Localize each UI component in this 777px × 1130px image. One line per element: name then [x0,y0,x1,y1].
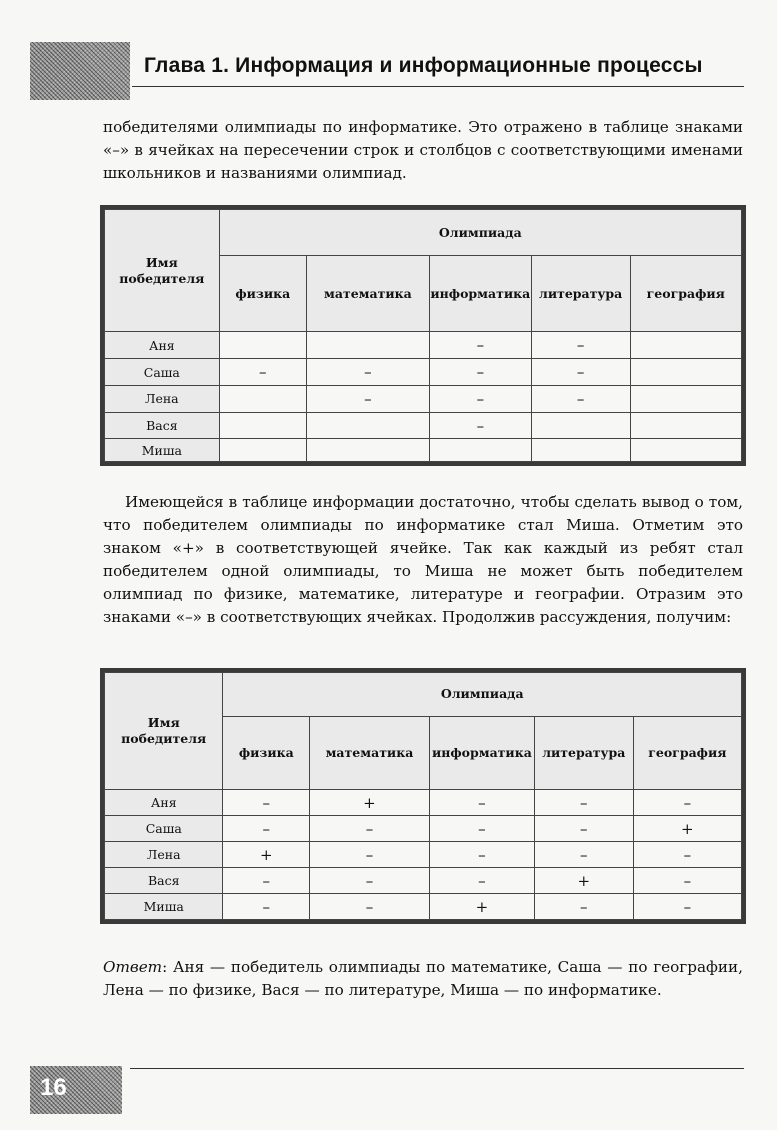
winner-name: Аня [105,332,220,359]
winners-table-final [100,668,746,924]
answer-text: : Аня — победитель олимпиады по математике, Саша — по географии, Лена — по физике, Вася — по литературе, Миша — по информатике. [103,958,743,999]
result-cell: + [429,894,534,920]
subject-header: информатика [429,256,531,332]
result-cell [306,332,429,359]
chapter-title: Глава 1. Информация и информационные процессы [144,54,703,77]
result-cell [531,412,630,439]
result-cell [429,439,531,462]
table-row [105,359,742,386]
paragraph-intro-text: победителями олимпиады по информатике. Это отражено в таблице знаками «–» в ячейках на пересечении строк и столбцов с соответствующими именами школьников и названиями олимпиад. [103,118,743,182]
result-cell [630,359,742,386]
paragraph-reasoning-text: Имеющейся в таблице информации достаточно, чтобы сделать вывод о том, что победителем олимпиады по информатике стал Миша. Отметим это знаком «+» в соответствующей ячейке. Так как каждый из ребят стал победителем одной олимпиады, то Миша не может быть победителем олимпиад по физике, математике, литературе и географии. Отразим это знаками «–» в соответствующих ячейках. Продолжив рассуждения, получим: [103,493,743,626]
result-cell [630,385,742,412]
subject-header: физика [223,716,310,790]
header-decoration [30,42,130,100]
table-row [105,332,742,359]
result-cell [219,439,306,462]
paragraph-answer [103,956,743,1002]
answer-label: Ответ [103,958,163,976]
result-cell: – [223,868,310,894]
result-cell: – [531,332,630,359]
result-cell [219,385,306,412]
header-rule [132,86,744,87]
result-cell: – [534,790,633,816]
result-cell: – [310,842,430,868]
page-number: 16 [40,1074,67,1101]
result-cell: – [633,894,741,920]
paragraph-reasoning [103,491,743,629]
result-cell: – [534,816,633,842]
result-cell: – [531,385,630,412]
result-cell: – [429,359,531,386]
subject-header: математика [310,716,430,790]
winner-name: Вася [105,412,220,439]
winner-name: Лена [105,842,223,868]
result-cell: – [223,894,310,920]
result-cell: – [223,790,310,816]
subject-header: география [630,256,742,332]
winner-name: Аня [105,790,223,816]
result-cell: – [310,894,430,920]
result-cell [630,332,742,359]
subject-header: география [633,716,741,790]
result-cell: – [219,359,306,386]
table-row [105,842,742,868]
footer-rule [130,1068,744,1069]
result-cell: – [429,332,531,359]
result-cell [630,439,742,462]
table-row [105,790,742,816]
table-row [105,439,742,462]
winner-name: Вася [105,868,223,894]
name-column-header: Имя победителя [105,210,220,332]
result-cell: – [429,790,534,816]
result-cell [630,412,742,439]
subject-header: математика [306,256,429,332]
result-cell: – [633,790,741,816]
result-cell: – [306,385,429,412]
name-column-header: Имя победителя [105,673,223,790]
result-cell: + [310,790,430,816]
winner-name: Лена [105,385,220,412]
paragraph-intro [103,116,743,185]
result-cell: – [531,359,630,386]
result-cell: + [633,816,741,842]
subject-header: литература [531,256,630,332]
subject-header: информатика [429,716,534,790]
table-row [105,385,742,412]
table-row [105,816,742,842]
result-cell: – [310,868,430,894]
winners-table-initial [100,205,746,466]
result-cell [531,439,630,462]
result-cell: – [633,868,741,894]
subject-header: литература [534,716,633,790]
result-cell: – [429,385,531,412]
result-cell: + [223,842,310,868]
olympiad-group-header: Олимпиада [223,673,742,717]
winner-name: Миша [105,894,223,920]
result-cell: – [429,412,531,439]
winner-name: Саша [105,816,223,842]
result-cell: – [429,842,534,868]
winner-name: Саша [105,359,220,386]
table-row [105,894,742,920]
subject-header: физика [219,256,306,332]
result-cell: – [534,842,633,868]
result-cell [219,332,306,359]
result-cell: – [429,868,534,894]
result-cell: – [429,816,534,842]
olympiad-group-header: Олимпиада [219,210,741,256]
result-cell: – [534,894,633,920]
result-cell: – [633,842,741,868]
table-row [105,412,742,439]
result-cell [306,439,429,462]
result-cell [306,412,429,439]
result-cell: – [306,359,429,386]
table-row [105,868,742,894]
result-cell: – [310,816,430,842]
winner-name: Миша [105,439,220,462]
result-cell: – [223,816,310,842]
result-cell: + [534,868,633,894]
result-cell [219,412,306,439]
